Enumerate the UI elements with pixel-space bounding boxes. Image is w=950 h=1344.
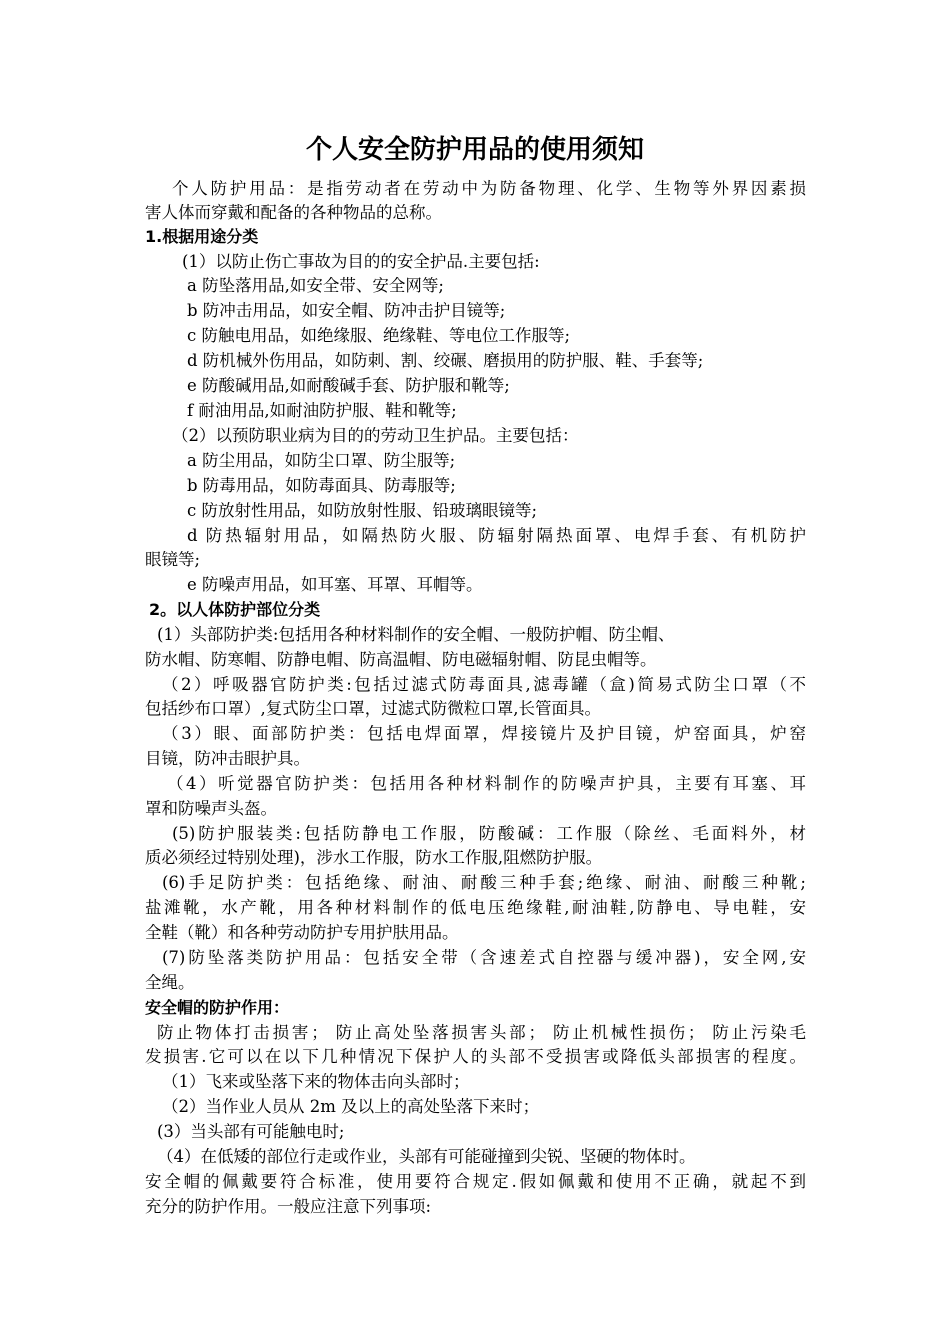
list-item-continuation: 眼镜等; — [145, 550, 201, 569]
list-item: b 防冲击用品，如安全帽、防冲击护目镜等; — [187, 301, 506, 320]
list-item: c 防放射性用品，如防放射性服、铅玻璃眼镜等; — [187, 501, 538, 520]
section-1-sub-2: （2）以预防职业病为目的的劳动卫生护品。主要包括： — [172, 426, 579, 445]
paragraph-line: 发损害.它可以在以下几种情况下保护人的头部不受损害或降低头部损害的程度。 — [145, 1047, 806, 1066]
section-2-heading: 2。以人体防护部位分类 — [149, 600, 321, 619]
paragraph-line: (1）头部防护类:包括用各种材料制作的安全帽、一般防护帽、防尘帽、 — [157, 625, 675, 644]
list-item: （1）飞来或坠落下来的物体击向头部时； — [162, 1072, 470, 1091]
list-item: b 防毒用品，如防毒面具、防毒服等; — [187, 476, 456, 495]
paragraph-line: 罩和防噪声头盔。 — [145, 799, 277, 818]
list-item: (3）当头部有可能触电时; — [157, 1122, 345, 1141]
list-item: （2）当作业人员从 2m 及以上的高处坠落下来时； — [162, 1097, 540, 1116]
intro-line-1: 个人防护用品：是指劳动者在劳动中为防备物理、化学、生物等外界因素损 — [172, 179, 806, 198]
paragraph-line: 防止物体打击损害； 防止高处坠落损害头部； 防止机械性损伤； 防止污染毛 — [157, 1023, 806, 1042]
paragraph-line: (6)手足防护类：包括绝缘、耐油、耐酸三种手套;绝缘、耐油、耐酸三种靴; — [162, 873, 806, 892]
page-title: 个人安全防护用品的使用须知 — [305, 135, 644, 165]
section-1-sub-1: (1）以防止伤亡事故为目的的安全护品.主要包括: — [182, 252, 540, 271]
paragraph-line: 防水帽、防寒帽、防静电帽、防高温帽、防电磁辐射帽、防昆虫帽等。 — [145, 650, 657, 669]
paragraph-line: 盐滩靴，水产靴，用各种材料制作的低电压绝缘鞋,耐油鞋,防静电、导电鞋，安 — [145, 898, 806, 917]
list-item: f 耐油用品,如耐油防护服、鞋和靴等; — [187, 401, 457, 420]
list-item: a 防尘用品，如防尘口罩、防尘服等; — [187, 451, 456, 470]
section-3-heading: 安全帽的防护作用： — [145, 998, 290, 1017]
paragraph-line: 安全帽的佩戴要符合标准，使用要符合规定.假如佩戴和使用不正确，就起不到 — [145, 1172, 806, 1191]
paragraph-line: （3）眼、面部防护类：包括电焊面罩，焊接镜片及护目镜，炉窑面具，炉窑 — [162, 724, 806, 743]
list-item: e 防噪声用品，如耳塞、耳罩、耳帽等。 — [187, 575, 483, 594]
list-item: e 防酸碱用品,如耐酸碱手套、防护服和靴等; — [187, 376, 510, 395]
paragraph-line: 包括纱布口罩）,复式防尘口罩，过滤式防微粒口罩,长管面具。 — [145, 699, 601, 718]
list-item: d 防机械外伤用品，如防刺、割、绞碾、磨损用的防护服、鞋、手套等; — [187, 351, 704, 370]
list-item: （4）在低矮的部位行走或作业，头部有可能碰撞到尖锐、坚硬的物体时。 — [157, 1147, 696, 1166]
intro-line-2: 害人体而穿戴和配备的各种物品的总称。 — [145, 203, 442, 222]
paragraph-line: 质必须经过特别处理)，涉水工作服，防水工作服,阻燃防护服。 — [145, 848, 603, 867]
paragraph-line: 充分的防护作用。一般应注意下列事项: — [145, 1197, 432, 1216]
list-item: a 防坠落用品,如安全带、安全网等; — [187, 276, 444, 295]
paragraph-line: 全鞋（靴）和各种劳动防护专用护肤用品。 — [145, 923, 459, 942]
section-1-heading: 1.根据用途分类 — [145, 227, 259, 246]
paragraph-line: （4）听觉器官防护类：包括用各种材料制作的防噪声护具，主要有耳塞、耳 — [167, 774, 806, 793]
list-item: c 防触电用品，如绝缘服、绝缘鞋、等电位工作服等; — [187, 326, 571, 345]
paragraph-line: 目镜，防冲击眼护具。 — [145, 749, 310, 768]
paragraph-line: (7)防坠落类防护用品：包括安全带（含速差式自控器与缓冲器)，安全网,安 — [162, 948, 806, 967]
paragraph-line: （2）呼吸器官防护类:包括过滤式防毒面具,滤毒罐（盒)简易式防尘口罩（不 — [162, 675, 806, 694]
paragraph-line: 全绳。 — [145, 973, 195, 992]
paragraph-line: (5)防护服装类:包括防静电工作服，防酸碱：工作服（除丝、毛面料外，材 — [172, 824, 806, 843]
list-item: d 防热辐射用品，如隔热防火服、防辐射隔热面罩、电焊手套、有机防护 — [187, 526, 806, 545]
